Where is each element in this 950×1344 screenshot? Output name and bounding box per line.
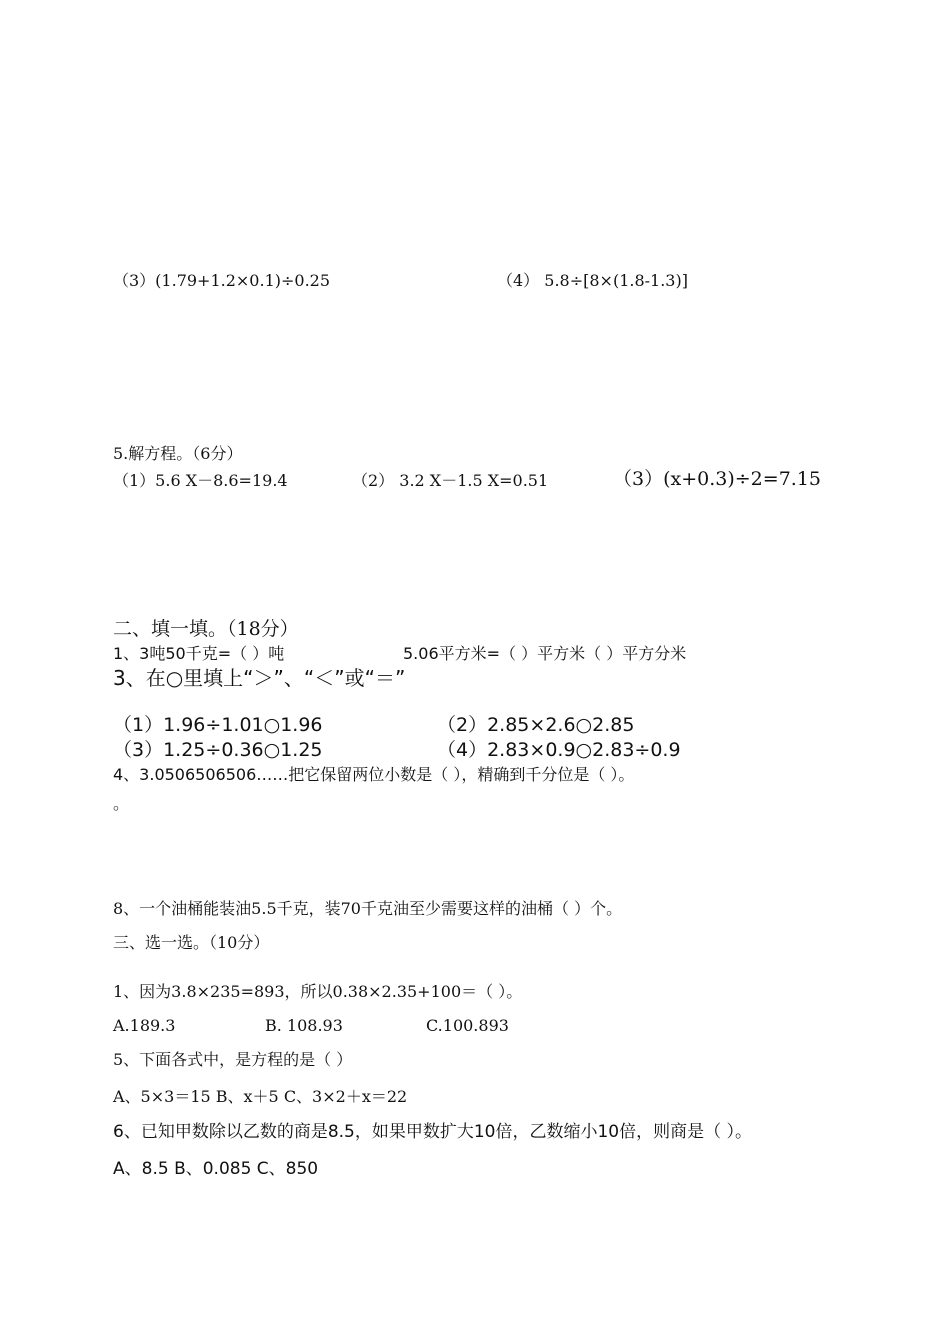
equation-2: （2） 3.2 X－1.5 X=0.51 — [352, 471, 549, 490]
section-3-title: 三、选一选。（10分） — [113, 933, 270, 952]
question-1-part-a: 1、3吨50千克=（ ）吨 — [113, 644, 285, 663]
choice-1-option-c: C.100.893 — [426, 1016, 509, 1035]
choice-6-options: A、8.5 B、0.085 C、850 — [113, 1159, 319, 1179]
section-2-title: 二、填一填。（18分） — [113, 618, 299, 640]
question-3-title: 3、在○里填上“＞”、“＜”或“＝” — [113, 666, 406, 690]
choice-5-options: A、5×3＝15 B、x＋5 C、3×2＋x＝22 — [113, 1087, 408, 1106]
question-1-part-b: 5.06平方米=（ ）平方米（ ）平方分米 — [403, 644, 687, 663]
question-4-tail: 。 — [113, 794, 130, 813]
question-4: 4、3.0506506506……把它保留两位小数是（ ），精确到千分位是（ ）。 — [113, 765, 635, 784]
choice-1-option-a: A.189.3 — [113, 1016, 176, 1035]
choice-1-option-b: B. 108.93 — [265, 1016, 343, 1035]
equation-1: （1）5.6 X－8.6=19.4 — [113, 471, 288, 490]
question-8: 8、一个油桶能装油5.5千克，装70千克油至少需要这样的油桶（ ）个。 — [113, 899, 623, 918]
compare-item-4: （4）2.83×0.9○2.83÷0.9 — [437, 739, 681, 761]
choice-question-1: 1、因为3.8×235=893，所以0.38×2.35+100＝（ ）。 — [113, 982, 523, 1001]
calc-item-4: （4） 5.8÷[8×(1.8-1.3)] — [497, 271, 688, 290]
compare-item-1: （1）1.96÷1.01○1.96 — [113, 714, 323, 736]
choice-question-5: 5、下面各式中，是方程的是（ ） — [113, 1050, 353, 1069]
compare-item-2: （2）2.85×2.6○2.85 — [437, 714, 635, 736]
calc-item-3: （3）(1.79+1.2×0.1)÷0.25 — [113, 271, 331, 290]
equation-3: （3）(x+0.3)÷2=7.15 — [613, 468, 821, 490]
compare-item-3: （3）1.25÷0.36○1.25 — [113, 739, 323, 761]
question-5-title: 5.解方程。（6分） — [113, 444, 243, 463]
choice-question-6: 6、已知甲数除以乙数的商是8.5，如果甲数扩大10倍，乙数缩小10倍，则商是（ ）。 — [113, 1122, 753, 1142]
